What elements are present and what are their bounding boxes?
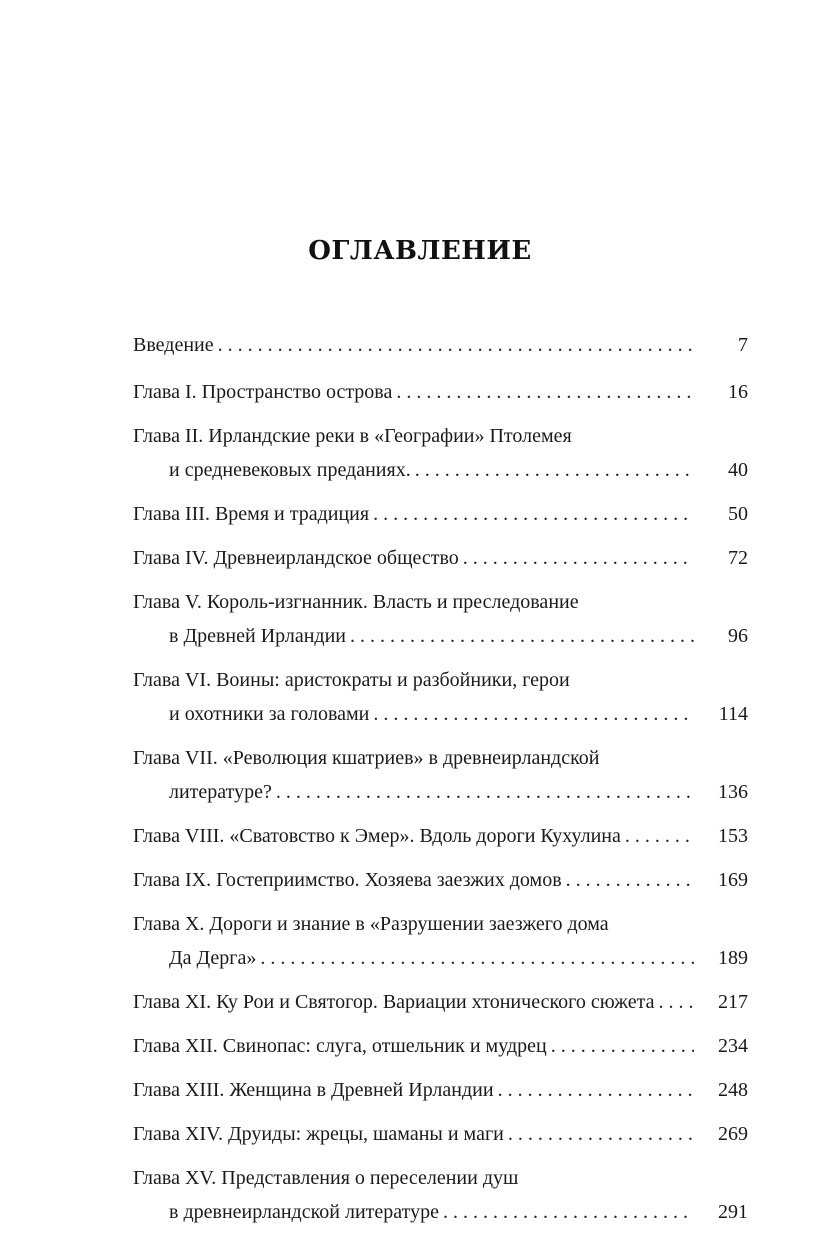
dot-leader: [415, 453, 694, 487]
toc-entry-title-line2: и средневековых преданиях.: [169, 459, 411, 481]
toc-page-number: 136: [718, 781, 748, 803]
toc-entry-title: Глава IX. Гостеприимство. Хозяева заезжих домов: [133, 869, 562, 891]
toc-page-number: 114: [718, 703, 748, 725]
dot-leader: [498, 1073, 694, 1107]
toc-entry-title: Введение: [133, 334, 214, 356]
toc-page-number: 7: [738, 334, 748, 356]
toc-page-number: 50: [728, 503, 748, 525]
toc-entry: [133, 663, 748, 731]
toc-entry: [133, 907, 748, 975]
toc-entry: [133, 863, 748, 897]
page-title: ОГЛАВЛЕНИЕ: [308, 236, 532, 266]
dot-leader: [625, 819, 694, 853]
toc-entry: [133, 497, 748, 531]
dot-leader: [658, 985, 694, 1019]
toc-entry: [133, 1029, 748, 1063]
dot-leader: [443, 1195, 694, 1229]
toc-entry-title-line1: Глава XV. Представления о переселении душ: [133, 1167, 519, 1189]
toc-page-number: 269: [718, 1123, 748, 1145]
toc-page-number: 16: [728, 381, 748, 403]
dot-leader: [508, 1117, 694, 1151]
toc-entry: [133, 1117, 748, 1151]
toc-page-number: 189: [718, 947, 748, 969]
dot-leader: [260, 941, 694, 975]
toc-entry-title-line2: в древнеирландской литературе: [169, 1201, 439, 1223]
toc-entry-title: Глава IV. Древнеирландское общество: [133, 547, 459, 569]
dot-leader: [276, 775, 694, 809]
toc-entry-title-line2: и охотники за головами: [169, 703, 370, 725]
toc-entry: [133, 328, 748, 362]
toc-page-number: 234: [718, 1035, 748, 1057]
dot-leader: [218, 328, 694, 362]
toc-entry-title-line1: Глава VII. «Революция кшатриев» в древнеирландской: [133, 747, 600, 769]
toc-entry-title: Глава I. Пространство острова: [133, 381, 393, 403]
toc-page-number: 291: [718, 1201, 748, 1223]
toc-page-number: 169: [718, 869, 748, 891]
dot-leader: [350, 619, 694, 653]
toc-page-number: 153: [718, 825, 748, 847]
dot-leader: [551, 1029, 694, 1063]
toc-entry: [133, 541, 748, 575]
toc-page-number: 72: [728, 547, 748, 569]
toc-page-number: 248: [718, 1079, 748, 1101]
toc-entry-title-line1: Глава VI. Воины: аристократы и разбойники, герои: [133, 669, 570, 691]
toc-entry: [133, 419, 748, 487]
toc-entry: [133, 1073, 748, 1107]
toc-entry-title: Глава VIII. «Сватовство к Эмер». Вдоль дороги Кухулина: [133, 825, 621, 847]
toc-entry-title: Глава III. Время и традиция: [133, 503, 370, 525]
table-of-contents: [133, 328, 748, 1239]
toc-page-number: 217: [718, 991, 748, 1013]
toc-entry-title: Глава XII. Свинопас: слуга, отшельник и мудрец: [133, 1035, 547, 1057]
toc-entry-title: Глава XI. Ку Рои и Святогор. Вариации хтонического сюжета: [133, 991, 655, 1013]
toc-entry-title-line2: в Древней Ирландии: [169, 625, 347, 647]
toc-entry-title: Глава XIII. Женщина в Древней Ирландии: [133, 1079, 494, 1101]
dot-leader: [396, 375, 694, 409]
toc-entry: [133, 819, 748, 853]
toc-entry-title-line1: Глава II. Ирландские реки в «Географии» Птолемея: [133, 425, 572, 447]
toc-entry: [133, 1161, 748, 1229]
toc-entry-title-line1: Глава X. Дороги и знание в «Разрушении заезжего дома: [133, 913, 609, 935]
toc-page-number: 40: [728, 459, 748, 481]
toc-entry: [133, 985, 748, 1019]
dot-leader: [566, 863, 694, 897]
toc-entry: [133, 585, 748, 653]
dot-leader: [373, 497, 694, 531]
toc-entry-title-line1: Глава V. Король-изгнанник. Власть и преследование: [133, 591, 579, 613]
toc-entry-title-line2: литературе?: [169, 781, 272, 803]
toc-entry-title-line2: Да Дерга»: [169, 947, 257, 969]
dot-leader: [463, 541, 694, 575]
dot-leader: [373, 697, 694, 731]
toc-entry: [133, 741, 748, 809]
toc-entry: [133, 375, 748, 409]
toc-entry-title: Глава XIV. Друиды: жрецы, шаманы и маги: [133, 1123, 504, 1145]
toc-page-number: 96: [728, 625, 748, 647]
